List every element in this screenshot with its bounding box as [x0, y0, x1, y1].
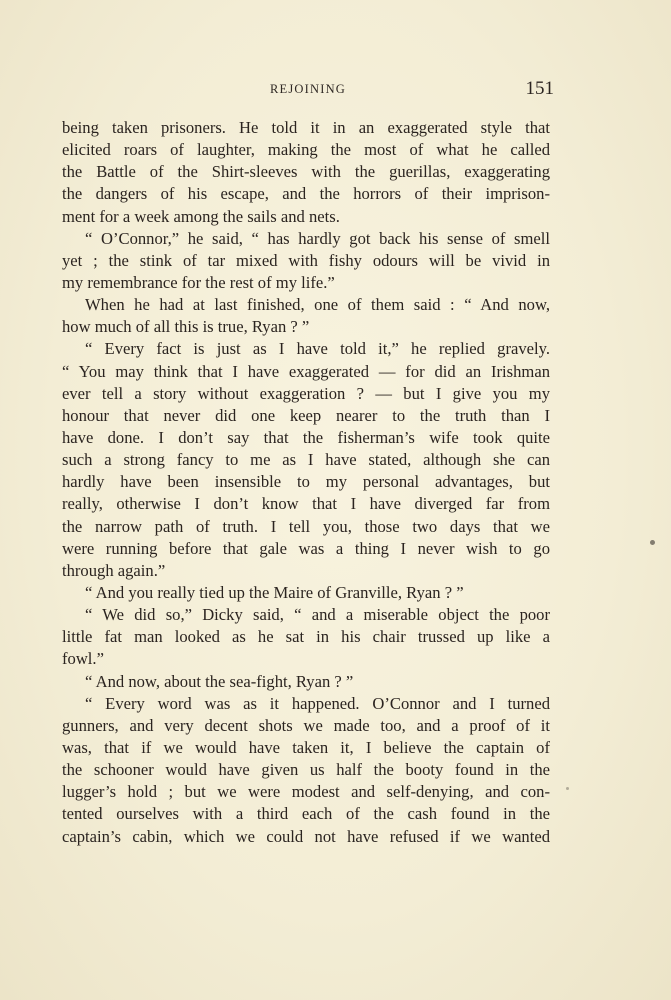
text-line: When he had at last finished, one of them said : “ And now,: [85, 295, 550, 315]
text-line: “ You may think that I have exaggerated — for did an Irishman: [62, 361, 550, 381]
text-line: yet ; the stink of tar mixed with fishy odours will be vivid in: [62, 250, 550, 270]
text-line: the dangers of his escape, and the horrors of their imprison-: [62, 184, 550, 204]
page-number: 151: [525, 78, 554, 99]
text-line: have done. I don’t say that the fisherman’s wife took quite: [62, 427, 550, 447]
text-line: elicited roars of laughter, making the most of what he called: [62, 140, 550, 160]
running-title: REJOINING: [269, 82, 347, 96]
text-line: tented ourselves with a third each of the cash found in the: [62, 804, 550, 824]
text-line: how much of all this is true, Ryan ? ”: [62, 317, 310, 337]
paper-speck: [566, 787, 569, 790]
text-line: being taken prisoners. He told it in an exaggerated style that: [62, 118, 550, 137]
text-line: was, that if we would have taken it, I believe the captain of: [62, 737, 550, 757]
text-line: “ And now, about the sea-fight, Ryan ? ”: [85, 671, 354, 691]
text-line: “ And you really tied up the Maire of Granville, Ryan ? ”: [85, 582, 464, 602]
text-line: hardly have been insensible to my personal advantages, but: [62, 472, 550, 492]
body-text: [62, 117, 550, 848]
text-line: lugger’s hold ; but we were modest and self-denying, and con-: [62, 782, 550, 802]
text-line: “ Every word was as it happened. O’Connor and I turned: [85, 693, 550, 713]
text-line: through again.”: [62, 560, 166, 580]
text-line: gunners, and very decent shots we made too, and a proof of it: [62, 715, 550, 735]
text-line: fowl.”: [62, 649, 104, 669]
text-line: my remembrance for the rest of my life.”: [62, 272, 335, 292]
text-line: “ Every fact is just as I have told it,” he replied gravely.: [85, 339, 550, 359]
text-line: really, otherwise I don’t know that I have diverged far from: [62, 494, 550, 514]
text-line: “ O’Connor,” he said, “ has hardly got back his sense of smell: [85, 228, 550, 248]
text-line: the narrow path of truth. I tell you, those two days that we: [62, 516, 550, 536]
text-line: ever tell a story without exaggeration ? — but I give you my: [62, 383, 550, 403]
text-line: captain’s cabin, which we could not have refused if we wanted: [62, 826, 550, 846]
text-line: were running before that gale was a thing I never wish to go: [62, 538, 550, 558]
paper-speck: [650, 540, 655, 545]
text-line: honour that never did one keep nearer to the truth than I: [62, 405, 550, 425]
text-line: the Battle of the Shirt-sleeves with the guerillas, exaggerating: [62, 162, 550, 182]
text-line: such a strong fancy to me as I have stated, although she can: [62, 450, 550, 470]
text-line: ment for a week among the sails and nets.: [62, 206, 340, 226]
running-head: [62, 78, 554, 102]
text-line: little fat man looked as he sat in his chair trussed up like a: [62, 627, 550, 647]
text-line: the schooner would have given us half the booty found in the: [62, 760, 550, 780]
text-line: “ We did so,” Dicky said, “ and a miserable object the poor: [85, 605, 550, 625]
